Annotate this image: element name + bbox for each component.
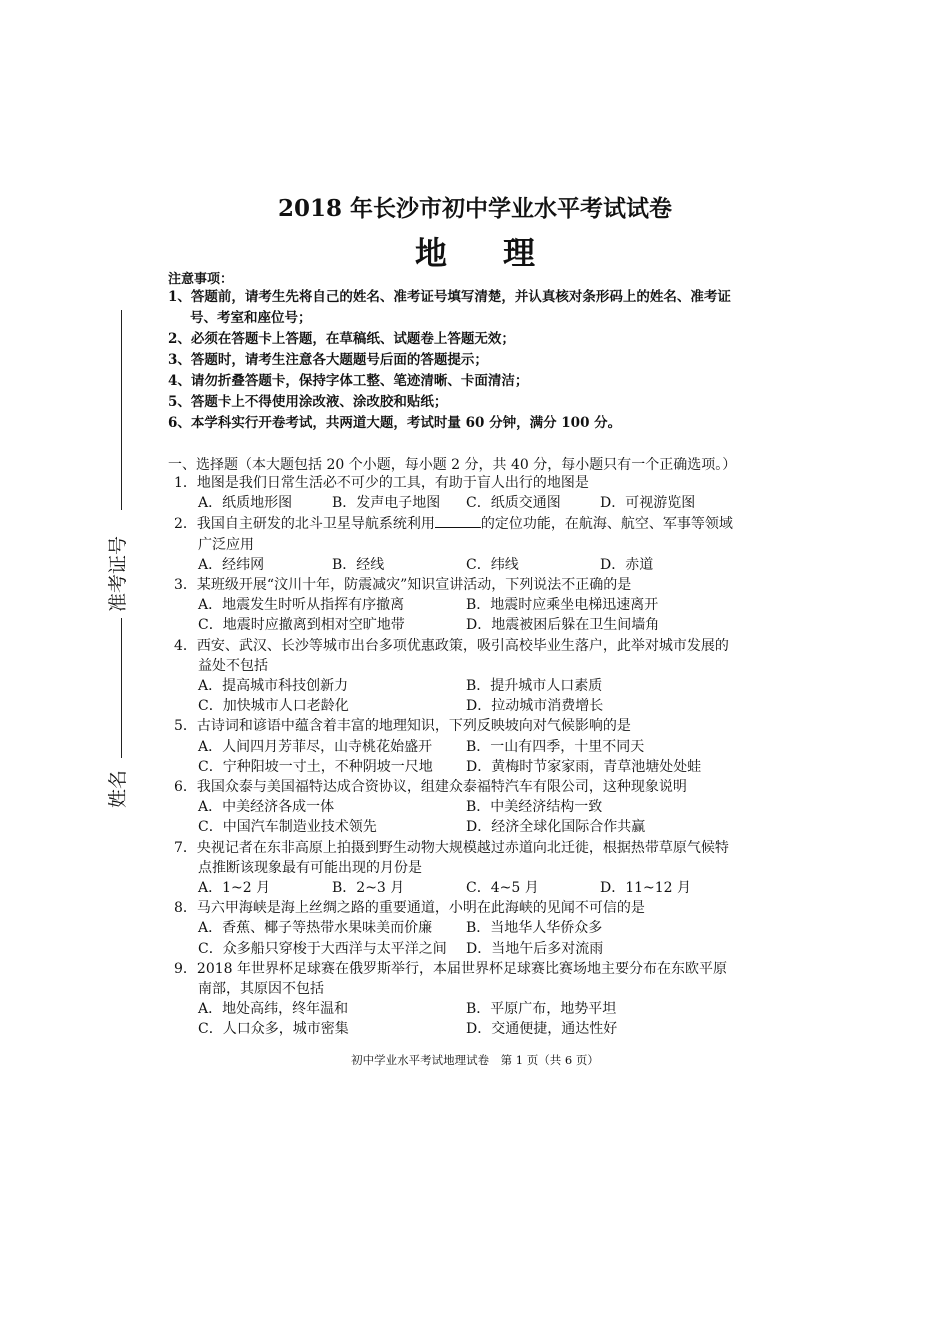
notice-item: 5、答题卡上不得使用涂改液、涂改胶和贴纸； <box>168 394 448 410</box>
fill-blank <box>435 513 481 528</box>
admission-number-label: 准考证号 <box>107 535 129 612</box>
options <box>174 676 734 716</box>
question-9 <box>174 959 734 1040</box>
section-heading: 一、选择题（本大题包括 20 个小题，每小题 2 分，共 40 分，每小题只有一个正确选项。） <box>168 457 737 473</box>
question-stem-start: 2．我国自主研发的北斗卫星导航系统利用 <box>174 516 435 533</box>
option-c: C．加快城市人口老龄化 <box>198 698 349 715</box>
options <box>174 737 734 777</box>
options <box>174 878 734 898</box>
admission-number-line <box>121 618 122 758</box>
options <box>174 999 734 1039</box>
option-a: A．提高城市科技创新力 <box>198 678 349 695</box>
option-a: A．中美经济各成一体 <box>198 799 335 816</box>
option-c: C．纸质交通图 <box>466 495 561 512</box>
question-list <box>174 473 734 1040</box>
question-2 <box>174 513 734 575</box>
question-stem: 8．马六甲海峡是海上丝绸之路的重要通道，小明在此海峡的见闻不可信的是 <box>174 900 645 917</box>
option-a: A．地震发生时听从指挥有序撤离 <box>198 597 405 614</box>
option-b: B．发声电子地图 <box>332 495 441 512</box>
exam-title: 2018 年长沙市初中学业水平考试试卷 <box>277 195 673 222</box>
option-a: A．香蕉、椰子等热带水果味美而价廉 <box>198 920 433 937</box>
option-d: D．当地午后多对流雨 <box>466 940 604 957</box>
notice-item: 4、请勿折叠答题卡，保持字体工整、笔迹清晰、卡面清洁； <box>168 373 529 389</box>
question-4 <box>174 636 734 717</box>
notice-item: 2、必须在答题卡上答题，在草稿纸、试题卷上答题无效； <box>168 331 515 347</box>
question-5 <box>174 716 734 777</box>
option-d: D．可视游览图 <box>600 495 696 512</box>
option-c: C．纬线 <box>466 556 519 573</box>
option-b: B．平原广布，地势平坦 <box>466 1001 617 1018</box>
option-c: C．地震时应撤离到相对空旷地带 <box>198 617 405 634</box>
option-c: C．人口众多，城市密集 <box>198 1021 349 1038</box>
option-b: B．地震时应乘坐电梯迅速离开 <box>466 597 659 614</box>
option-c: C．宁种阳坡一寸土，不种阴坡一尺地 <box>198 758 433 775</box>
option-b: B．中美经济结构一致 <box>466 799 603 816</box>
question-6 <box>174 777 734 838</box>
question-stem: 9．2018 年世界杯足球赛在俄罗斯举行，本届世界杯足球赛比赛场地主要分布在东欧平原南部，其原因不包括 <box>174 960 727 998</box>
option-b: B．经线 <box>332 556 385 573</box>
option-d: D．黄梅时节家家雨，青草池塘处处蛙 <box>466 758 702 775</box>
options <box>174 493 734 513</box>
option-d: D．拉动城市消费增长 <box>466 698 604 715</box>
question-stem: 4．西安、武汉、长沙等城市出台多项优惠政策，吸引高校毕业生落户，此举对城市发展的益处不包括 <box>174 637 729 674</box>
question-7 <box>174 838 734 899</box>
option-a: A．地处高纬，终年温和 <box>198 1001 349 1018</box>
question-1 <box>174 473 734 513</box>
option-a: A．纸质地形图 <box>198 495 293 512</box>
option-a: A．人间四月芳菲尽，山寺桃花始盛开 <box>198 738 433 755</box>
question-stem: 3．某班级开展“汶川十年，防震减灾”知识宣讲活动，下列说法不正确的是 <box>174 577 632 594</box>
option-b: B．一山有四季，十里不同天 <box>466 738 645 755</box>
option-d: D．经济全球化国际合作共赢 <box>466 819 646 836</box>
question-3 <box>174 575 734 636</box>
binding-line-top <box>121 310 122 510</box>
option-d: D．赤道 <box>600 556 654 573</box>
option-b: B．当地华人华侨众多 <box>466 920 603 937</box>
question-stem: 7．央视记者在东非高原上拍摄到野生动物大规模越过赤道向北迁徙，根据热带草原气候特点推断该现象最有可能出现的月份是 <box>174 839 729 876</box>
subject-title: 地理 <box>414 234 591 272</box>
option-a: A．经纬网 <box>198 556 265 573</box>
question-stem: 1．地图是我们日常生活必不可少的工具，有助于盲人出行的地图是 <box>174 475 589 491</box>
option-c: C．众多船只穿梭于大西洋与太平洋之间 <box>198 940 447 957</box>
notice-heading: 注意事项： <box>168 272 234 287</box>
options <box>174 797 734 837</box>
notice-item: 3、答题时，请考生注意各大题题号后面的答题提示； <box>168 352 488 368</box>
question-stem-end: 的定位功能，在航海、航空、军事等领域广泛应用 <box>198 516 733 553</box>
options <box>174 918 734 958</box>
option-c: C．中国汽车制造业技术领先 <box>198 819 377 836</box>
notice-item: 6、本学科实行开卷考试，共两道大题，考试时量 60 分钟，满分 100 分。 <box>168 415 622 431</box>
option-b: B．提升城市人口素质 <box>466 678 603 695</box>
question-8 <box>174 898 734 959</box>
option-d: D．11~12 月 <box>600 880 692 897</box>
question-stem: 5．古诗词和谚语中蕴含着丰富的地理知识，下列反映坡向对气候影响的是 <box>174 718 631 735</box>
page-footer: 初中学业水平考试地理试卷 第 1 页（共 6 页） <box>351 1053 599 1067</box>
options <box>174 555 734 575</box>
options <box>174 595 734 635</box>
option-a: A．1~2 月 <box>198 880 271 897</box>
notice-item: 1、答题前，请考生先将自己的姓名、准考证号填写清楚，并认真核对条形码上的姓名、准考证号、考室和座位号； <box>168 289 731 326</box>
question-stem: 6．我国众泰与美国福特达成合资协议，组建众泰福特汽车有限公司，这种现象说明 <box>174 779 687 796</box>
question-stem <box>174 513 734 554</box>
option-d: D．地震被困后躲在卫生间墙角 <box>466 617 660 634</box>
name-label: 姓名 <box>107 769 129 808</box>
notice-list <box>168 287 740 434</box>
option-b: B．2~3 月 <box>332 880 405 897</box>
option-c: C．4~5 月 <box>466 880 539 897</box>
option-d: D．交通便捷，通达性好 <box>466 1021 618 1038</box>
